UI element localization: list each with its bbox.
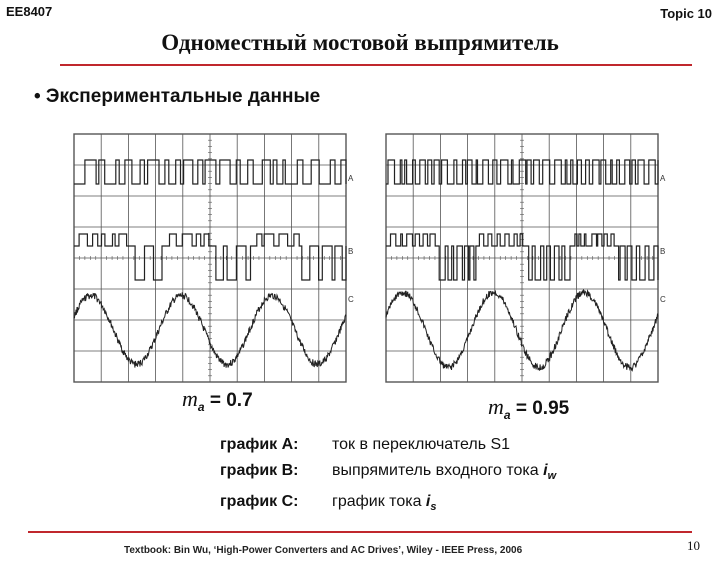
topic-label: Topic 10 — [660, 6, 712, 21]
legend-subscript: w — [547, 470, 557, 483]
legend-variable: i — [543, 462, 548, 479]
ma-label-2 — [488, 394, 569, 422]
channel-label-a: A — [660, 174, 666, 183]
channel-label-c: C — [660, 295, 666, 304]
oscilloscope-plot-ma-0.95 — [384, 132, 674, 384]
legend-row-c — [220, 489, 556, 520]
legend-text: ток в переключатель S1 — [332, 436, 511, 453]
ma-subscript: a — [503, 407, 511, 422]
page-number: 10 — [687, 538, 700, 553]
legend-row-a — [220, 432, 556, 458]
course-code: EE8407 — [6, 4, 53, 19]
citation-footer: Textbook: Bin Wu, ‘High-Power Converters and AC Drives’, Wiley - IEEE Press, 2006 — [124, 545, 523, 556]
legend-key: график C: — [220, 493, 299, 511]
legend-key: график A: — [220, 436, 299, 453]
footer-divider — [28, 531, 692, 533]
channel-label-b: B — [660, 247, 666, 256]
plot-legend — [220, 432, 556, 520]
legend-text: график тока — [332, 493, 426, 511]
oscilloscope-plot-ma-0.7 — [72, 132, 362, 384]
ma-value: = 0.7 — [209, 390, 253, 411]
channel-label-c: C — [348, 295, 354, 304]
legend-subscript: s — [430, 501, 437, 514]
title-divider — [60, 64, 692, 66]
legend-variable: i — [425, 493, 431, 511]
channel-label-a: A — [348, 174, 354, 183]
ma-subscript: a — [197, 399, 205, 414]
ma-value: = 0.95 — [515, 398, 570, 419]
slide-title: Одноместный мостовой выпрямитель — [161, 30, 559, 55]
legend-key: график B: — [220, 462, 299, 479]
ma-label-1 — [182, 386, 253, 414]
legend-row-b — [220, 458, 556, 489]
bullet-text: • Экспериментальные данные — [34, 86, 321, 107]
ma-symbol: m — [488, 394, 504, 419]
legend-text: выпрямитель входного тока — [332, 462, 544, 479]
channel-label-b: B — [348, 247, 354, 256]
ma-symbol: m — [182, 386, 198, 411]
